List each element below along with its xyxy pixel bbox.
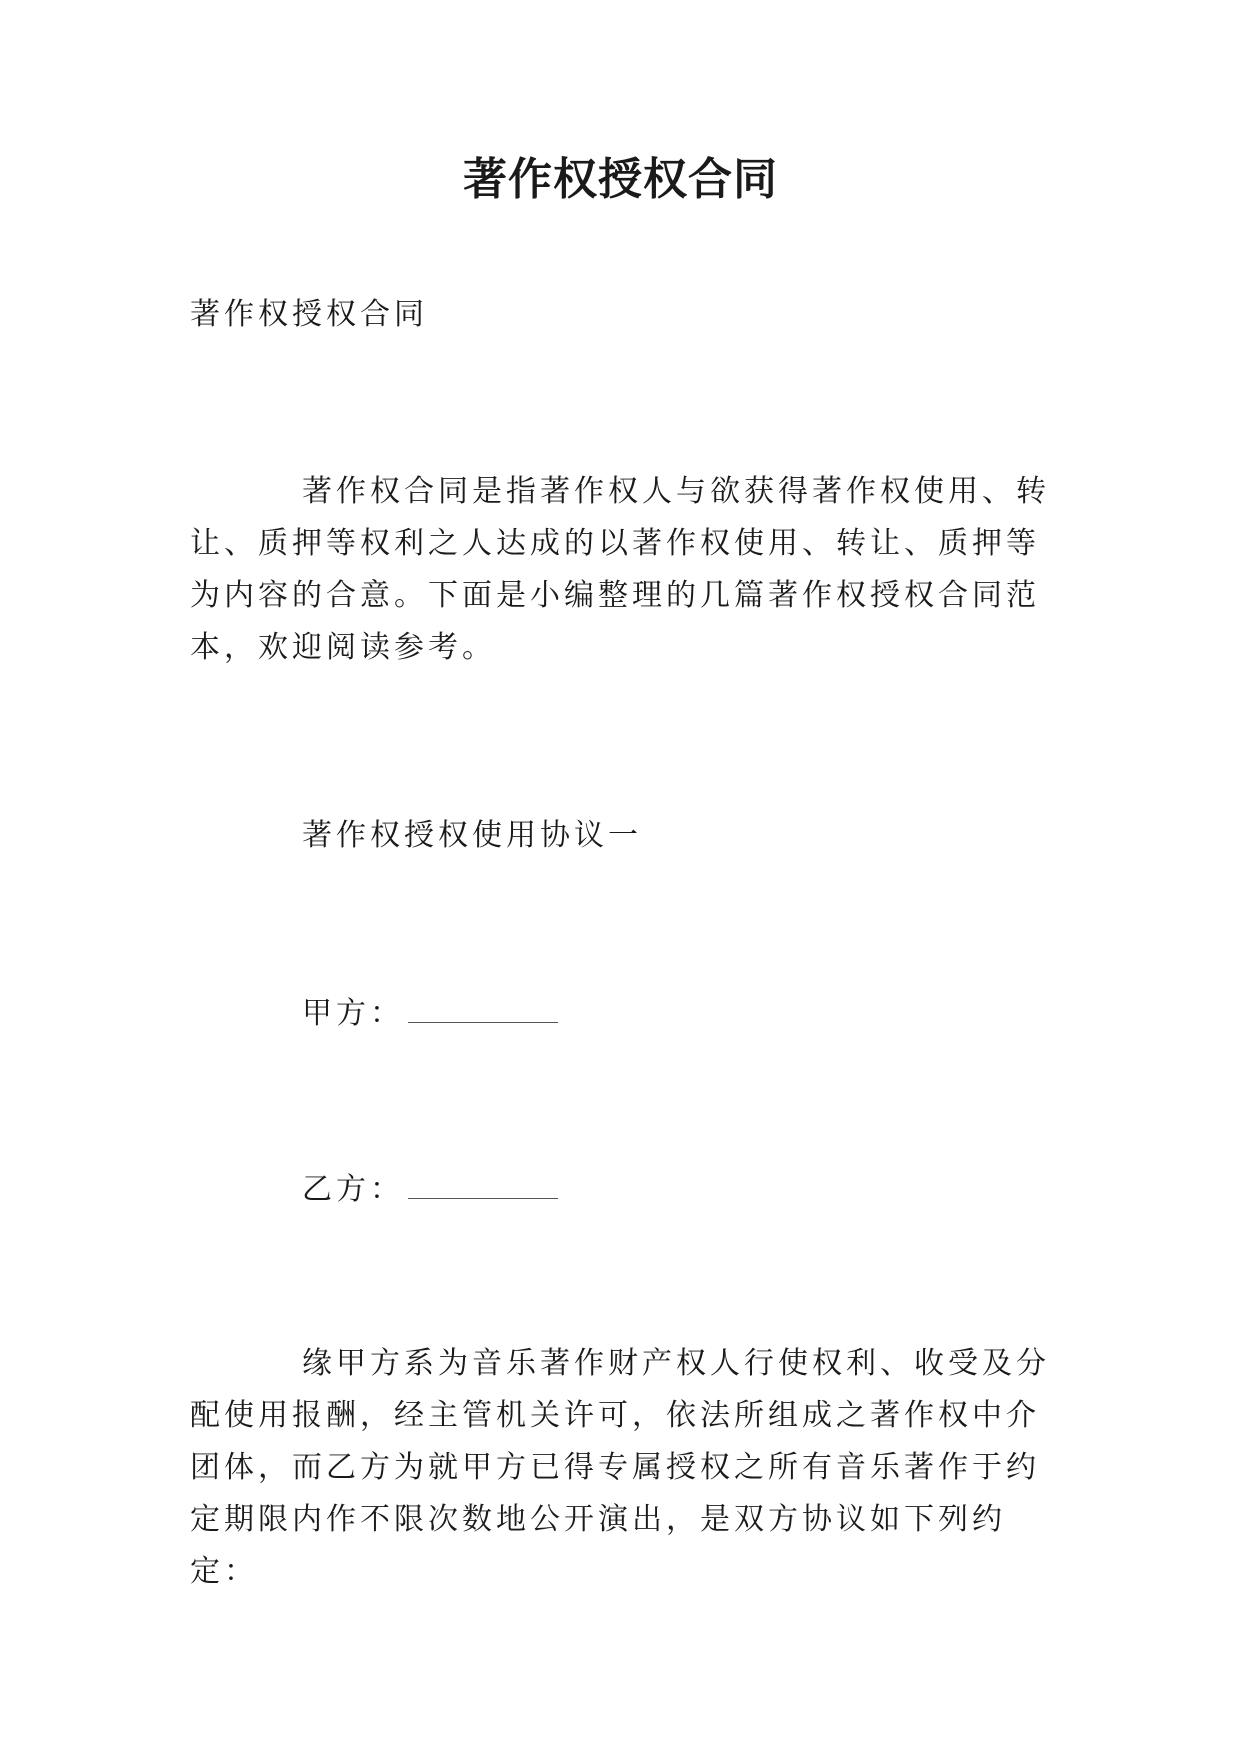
- party-a-field: [302, 992, 558, 1034]
- document-title: 著作权授权合同: [463, 154, 778, 205]
- party-b-blank: [408, 1168, 558, 1199]
- party-a-label: 甲方：: [302, 996, 404, 1031]
- party-a-blank: [408, 992, 558, 1023]
- document-subtitle: 著作权授权合同: [190, 297, 428, 332]
- intro-paragraph: 著作权合同是指著作权人与欲获得著作权使用、转让、质押等权利之人达成的以著作权使用、转让、质押等为内容的合意。下面是小编整理的几篇著作权授权合同范本，欢迎阅读参考。: [190, 474, 1050, 665]
- clause-paragraph: 缘甲方系为音乐著作财产权人行使权利、收受及分配使用报酬，经主管机关许可，依法所组成之著作权中介团体，而乙方为就甲方已得专属授权之所有音乐著作于约定期限内作不限次数地公开演出，是双方协议如下列约定：: [190, 1346, 1050, 1589]
- party-b-label: 乙方：: [302, 1172, 404, 1207]
- party-b-field: [302, 1168, 558, 1210]
- section-heading: 著作权授权使用协议一: [302, 818, 642, 853]
